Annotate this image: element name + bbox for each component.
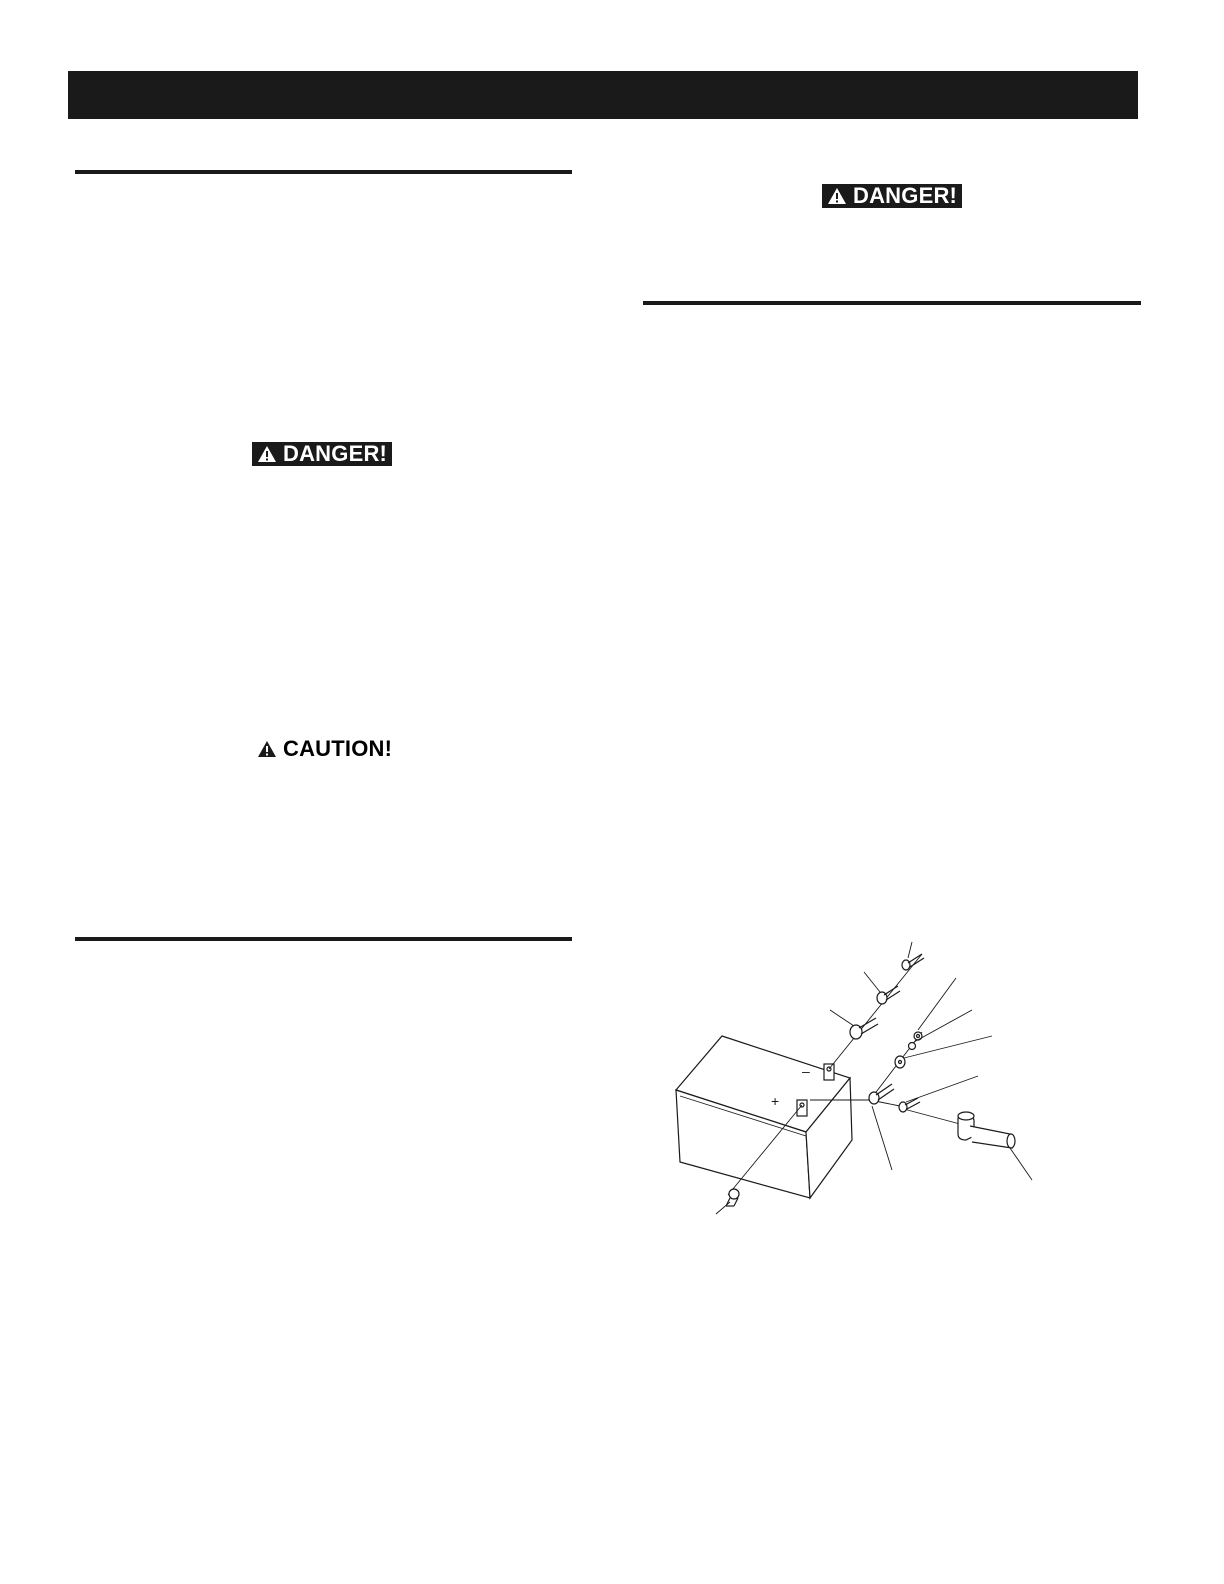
danger-badge-left <box>252 442 392 466</box>
negative-bolt-3 <box>850 1018 878 1039</box>
warning-triangle-icon <box>827 187 847 205</box>
warning-triangle-icon <box>257 740 277 758</box>
lock-washer <box>909 1043 916 1050</box>
battery-illustration <box>676 1036 852 1198</box>
positive-symbol: + <box>771 1093 780 1109</box>
positive-terminal <box>797 1100 807 1116</box>
section-header-bar <box>68 71 1138 119</box>
positive-bolt-2 <box>899 1098 920 1112</box>
flat-washer <box>895 1056 905 1068</box>
negative-terminal <box>824 1064 834 1080</box>
danger-badge-right <box>822 184 962 208</box>
positive-bolt-1 <box>869 1084 894 1104</box>
terminal-boot <box>958 1112 1015 1148</box>
caution-label: CAUTION! <box>283 736 393 761</box>
negative-symbol: – <box>802 1063 810 1079</box>
battery-connection-figure <box>660 930 1080 1230</box>
caution-badge <box>252 737 397 761</box>
left-section-rule-top <box>75 170 572 174</box>
left-section-rule-bottom <box>75 937 572 941</box>
danger-label: DANGER! <box>283 441 388 466</box>
warning-triangle-icon <box>257 445 277 463</box>
negative-bolt-1 <box>902 954 924 970</box>
nut <box>914 1032 922 1040</box>
danger-label: DANGER! <box>853 183 958 208</box>
right-section-rule <box>643 301 1141 305</box>
